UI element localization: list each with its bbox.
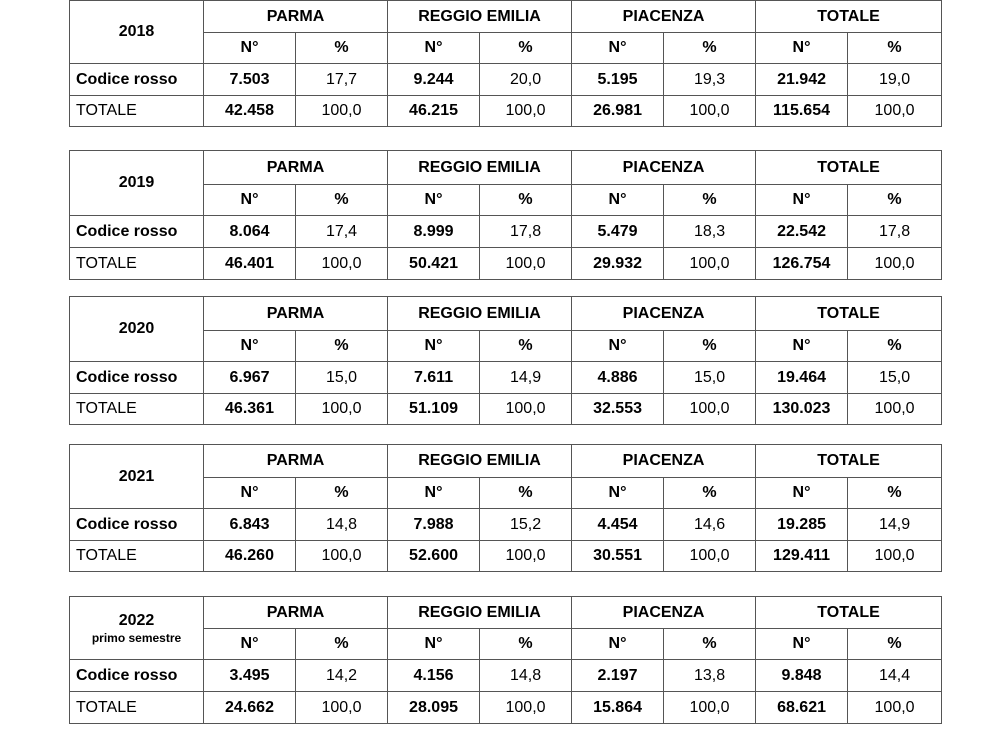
region-header-piacenza: PIACENZA [572,445,756,478]
table-2021 [69,444,942,572]
table-row [70,509,942,541]
count-cell: 6.843 [204,509,296,541]
count-cell: 29.932 [572,248,664,280]
count-header: N° [388,185,480,216]
percent-cell: 15,0 [848,362,942,394]
region-header-totale: TOTALE [756,1,942,33]
percent-cell: 17,4 [296,216,388,248]
header-row-regions [70,597,942,629]
count-cell: 26.981 [572,96,664,127]
table-row [70,541,942,572]
percent-header: % [848,33,942,64]
count-cell: 24.662 [204,692,296,724]
table-row [70,362,942,394]
percent-header: % [480,331,572,362]
year-cell [70,297,204,362]
region-header-reggio-emilia: REGGIO EMILIA [388,151,572,185]
percent-cell: 100,0 [480,248,572,280]
year-label: 2018 [118,23,155,40]
region-header-parma: PARMA [204,151,388,185]
count-cell: 9.244 [388,64,480,96]
table-row [70,660,942,692]
percent-cell: 100,0 [296,541,388,572]
count-cell: 46.401 [204,248,296,280]
row-label-codice-rosso: Codice rosso [70,64,204,96]
count-cell: 2.197 [572,660,664,692]
count-header: N° [572,331,664,362]
percent-cell: 19,3 [664,64,756,96]
header-row-regions [70,445,942,478]
region-header-parma: PARMA [204,1,388,33]
count-cell: 5.479 [572,216,664,248]
percent-header: % [664,33,756,64]
count-cell: 8.999 [388,216,480,248]
region-header-reggio-emilia: REGGIO EMILIA [388,297,572,331]
count-cell: 9.848 [756,660,848,692]
count-header: N° [756,33,848,64]
count-header: N° [204,478,296,509]
year-label: 2021 [118,467,155,485]
percent-cell: 15,2 [480,509,572,541]
count-header: N° [756,478,848,509]
percent-cell: 13,8 [664,660,756,692]
count-cell: 7.988 [388,509,480,541]
header-row-regions [70,1,942,33]
table-row [70,216,942,248]
region-header-totale: TOTALE [756,297,942,331]
percent-cell: 100,0 [664,541,756,572]
region-header-totale: TOTALE [756,445,942,478]
row-label-totale: TOTALE [70,541,204,572]
percent-header: % [296,629,388,660]
region-header-reggio-emilia: REGGIO EMILIA [388,1,572,33]
count-cell: 7.503 [204,64,296,96]
percent-cell: 100,0 [296,394,388,425]
year-cell [70,445,204,509]
table-2018 [69,0,942,127]
percent-cell: 100,0 [480,96,572,127]
percent-cell: 100,0 [296,692,388,724]
count-cell: 68.621 [756,692,848,724]
percent-cell: 15,0 [664,362,756,394]
percent-cell: 100,0 [480,692,572,724]
count-cell: 19.464 [756,362,848,394]
count-cell: 4.454 [572,509,664,541]
count-header: N° [388,33,480,64]
count-header: N° [204,33,296,64]
region-header-piacenza: PIACENZA [572,597,756,629]
count-header: N° [756,185,848,216]
percent-header: % [296,478,388,509]
percent-cell: 14,4 [848,660,942,692]
count-cell: 126.754 [756,248,848,280]
percent-cell: 14,6 [664,509,756,541]
percent-cell: 100,0 [664,394,756,425]
year-label: 2020 [118,320,155,337]
count-header: N° [388,629,480,660]
count-header: N° [204,629,296,660]
region-header-parma: PARMA [204,445,388,478]
count-cell: 4.156 [388,660,480,692]
count-cell: 46.260 [204,541,296,572]
percent-cell: 100,0 [848,394,942,425]
count-cell: 42.458 [204,96,296,127]
row-label-totale: TOTALE [70,248,204,280]
count-cell: 8.064 [204,216,296,248]
percent-header: % [480,629,572,660]
table-2022 [69,596,942,724]
count-header: N° [572,33,664,64]
count-cell: 19.285 [756,509,848,541]
percent-header: % [664,629,756,660]
count-cell: 52.600 [388,541,480,572]
region-header-parma: PARMA [204,597,388,629]
percent-header: % [480,185,572,216]
region-header-piacenza: PIACENZA [572,1,756,33]
year-cell [70,151,204,216]
percent-cell: 100,0 [848,248,942,280]
count-cell: 130.023 [756,394,848,425]
table-2019 [69,150,942,280]
percent-header: % [480,478,572,509]
row-label-totale: TOTALE [70,96,204,127]
count-cell: 3.495 [204,660,296,692]
count-cell: 51.109 [388,394,480,425]
header-row-regions [70,297,942,331]
year-cell [70,597,204,660]
year-subtitle: primo semestre [91,630,182,645]
count-cell: 22.542 [756,216,848,248]
row-label-codice-rosso: Codice rosso [70,362,204,394]
region-header-parma: PARMA [204,297,388,331]
count-header: N° [756,629,848,660]
row-label-totale: TOTALE [70,692,204,724]
row-label-totale: TOTALE [70,394,204,425]
year-cell [70,1,204,64]
percent-cell: 100,0 [664,96,756,127]
percent-header: % [296,331,388,362]
percent-cell: 100,0 [296,96,388,127]
count-header: N° [756,331,848,362]
percent-cell: 14,8 [480,660,572,692]
table-row [70,248,942,280]
count-cell: 30.551 [572,541,664,572]
percent-cell: 100,0 [480,541,572,572]
percent-cell: 100,0 [480,394,572,425]
count-cell: 5.195 [572,64,664,96]
count-cell: 129.411 [756,541,848,572]
count-header: N° [204,331,296,362]
percent-cell: 100,0 [848,541,942,572]
percent-cell: 14,8 [296,509,388,541]
table-row [70,394,942,425]
count-cell: 28.095 [388,692,480,724]
count-header: N° [204,185,296,216]
percent-header: % [480,33,572,64]
count-cell: 6.967 [204,362,296,394]
percent-cell: 20,0 [480,64,572,96]
percent-cell: 19,0 [848,64,942,96]
count-cell: 46.361 [204,394,296,425]
count-cell: 50.421 [388,248,480,280]
count-cell: 7.611 [388,362,480,394]
row-label-codice-rosso: Codice rosso [70,660,204,692]
region-header-totale: TOTALE [756,597,942,629]
count-header: N° [572,629,664,660]
percent-cell: 100,0 [848,96,942,127]
row-label-codice-rosso: Codice rosso [70,216,204,248]
region-header-piacenza: PIACENZA [572,151,756,185]
table-2020 [69,296,942,425]
percent-header: % [296,185,388,216]
percent-header: % [664,478,756,509]
region-header-totale: TOTALE [756,151,942,185]
percent-header: % [848,185,942,216]
percent-header: % [664,185,756,216]
percent-cell: 100,0 [848,692,942,724]
percent-header: % [664,331,756,362]
region-header-reggio-emilia: REGGIO EMILIA [388,597,572,629]
header-row-regions [70,151,942,185]
count-header: N° [572,185,664,216]
region-header-reggio-emilia: REGGIO EMILIA [388,445,572,478]
percent-cell: 100,0 [296,248,388,280]
percent-cell: 14,9 [480,362,572,394]
percent-cell: 14,2 [296,660,388,692]
percent-cell: 17,8 [848,216,942,248]
region-header-piacenza: PIACENZA [572,297,756,331]
count-header: N° [388,478,480,509]
percent-cell: 100,0 [664,248,756,280]
percent-header: % [848,478,942,509]
percent-cell: 15,0 [296,362,388,394]
count-cell: 46.215 [388,96,480,127]
percent-header: % [296,33,388,64]
table-row [70,692,942,724]
percent-cell: 100,0 [664,692,756,724]
percent-cell: 14,9 [848,509,942,541]
percent-cell: 17,7 [296,64,388,96]
percent-header: % [848,331,942,362]
count-cell: 15.864 [572,692,664,724]
year-label: 2022 [118,611,155,629]
year-label: 2019 [118,174,155,191]
percent-cell: 18,3 [664,216,756,248]
table-row [70,64,942,96]
count-cell: 21.942 [756,64,848,96]
table-row [70,96,942,127]
percent-header: % [848,629,942,660]
count-cell: 4.886 [572,362,664,394]
count-header: N° [572,478,664,509]
percent-cell: 17,8 [480,216,572,248]
count-header: N° [388,331,480,362]
row-label-codice-rosso: Codice rosso [70,509,204,541]
count-cell: 115.654 [756,96,848,127]
count-cell: 32.553 [572,394,664,425]
